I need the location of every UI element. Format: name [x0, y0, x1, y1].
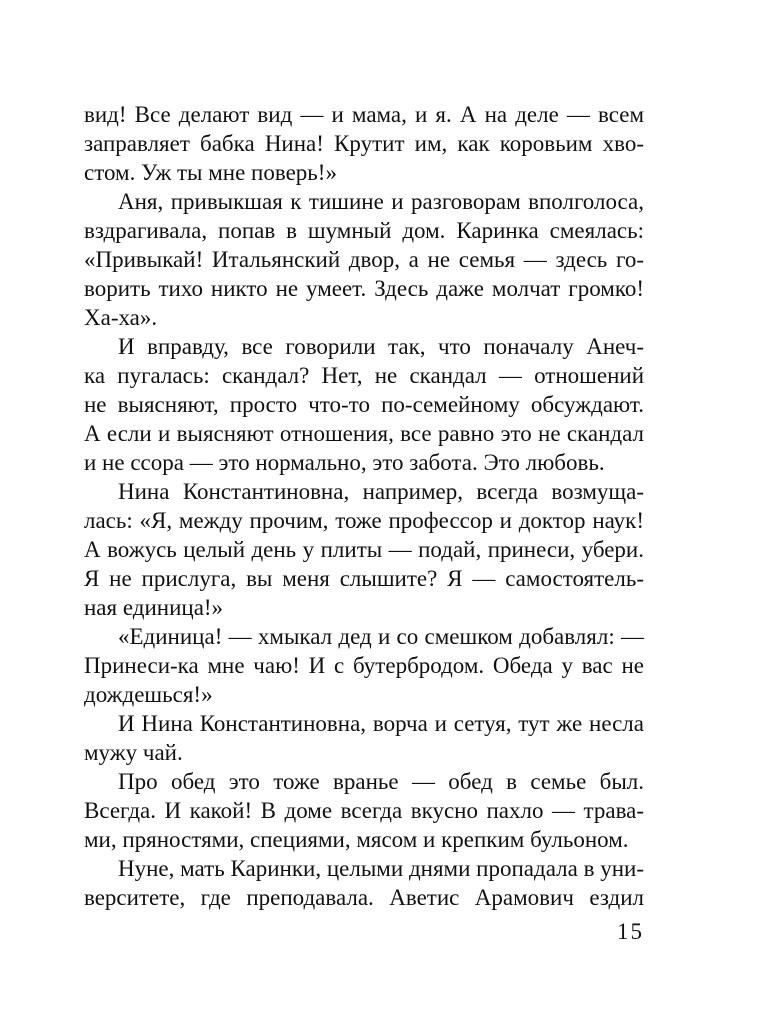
text-line: Нина Константиновна, например, всегда возмуща- [118, 479, 644, 504]
text-line: Всегда. И какой! В доме всегда вкусно пахло — трава- [84, 798, 644, 823]
text-line: ворить тихо никто не умеет. Здесь даже молчат громко! [84, 276, 644, 301]
text-line: Я не прислуга, вы меня слышите? Я — самостоятель- [84, 566, 644, 591]
text-line: ми, пряностями, специями, мясом и крепким бульоном. [84, 827, 629, 852]
text-line: ка пугалась: скандал? Нет, не скандал — отношений [84, 363, 644, 388]
page-number: 15 [617, 919, 644, 944]
text-line: «Привыкай! Итальянский двор, а не семья — здесь го- [84, 247, 644, 272]
text-line: «Единица! — хмыкал дед и со смешком добавлял: — [118, 624, 644, 649]
text-line: Аня, привыкшая к тишине и разговорам вполголоса, [118, 189, 644, 214]
text-line: И Нина Константиновна, ворча и сетуя, тут же несла [118, 711, 644, 736]
text-line: Нуне, мать Каринки, целыми днями пропадала в уни- [118, 856, 644, 881]
text-line: Принеси-ка мне чаю! И с бутербродом. Обеда у вас не [84, 653, 644, 678]
text-line: стом. Уж ты мне поверь!» [84, 160, 337, 185]
text-line: и не ссора — это нормально, это забота. Это любовь. [84, 450, 605, 475]
text-line: лась: «Я, между прочим, тоже профессор и доктор наук! [84, 508, 644, 533]
text-line: ная единица!» [84, 595, 224, 620]
text-line: заправляет бабка Нина! Крутит им, как коровьим хво- [84, 131, 644, 156]
text-line: не выясняют, просто что-то по-семейному обсуждают. [84, 392, 644, 417]
text-line: И вправду, все говорили так, что поначалу Анеч- [118, 334, 644, 359]
text-line: Ха-ха». [84, 305, 158, 330]
text-line: А вожусь целый день у плиты — подай, принеси, убери. [84, 537, 644, 562]
text-line: мужу чай. [84, 740, 183, 765]
text-line: дождешься!» [84, 682, 213, 707]
text-line: верситете, где преподавала. Аветис Арамович ездил [84, 885, 644, 910]
text-line: А если и выясняют отношения, все равно это не скандал [84, 421, 644, 446]
text-line: вид! Все делают вид — и мама, и я. А на деле — всем [84, 102, 644, 127]
text-line: вздрагивала, попав в шумный дом. Каринка смеялась: [84, 218, 644, 243]
text-line: Про обед это тоже вранье — обед в семье был. [118, 769, 644, 794]
body-text [84, 100, 644, 912]
